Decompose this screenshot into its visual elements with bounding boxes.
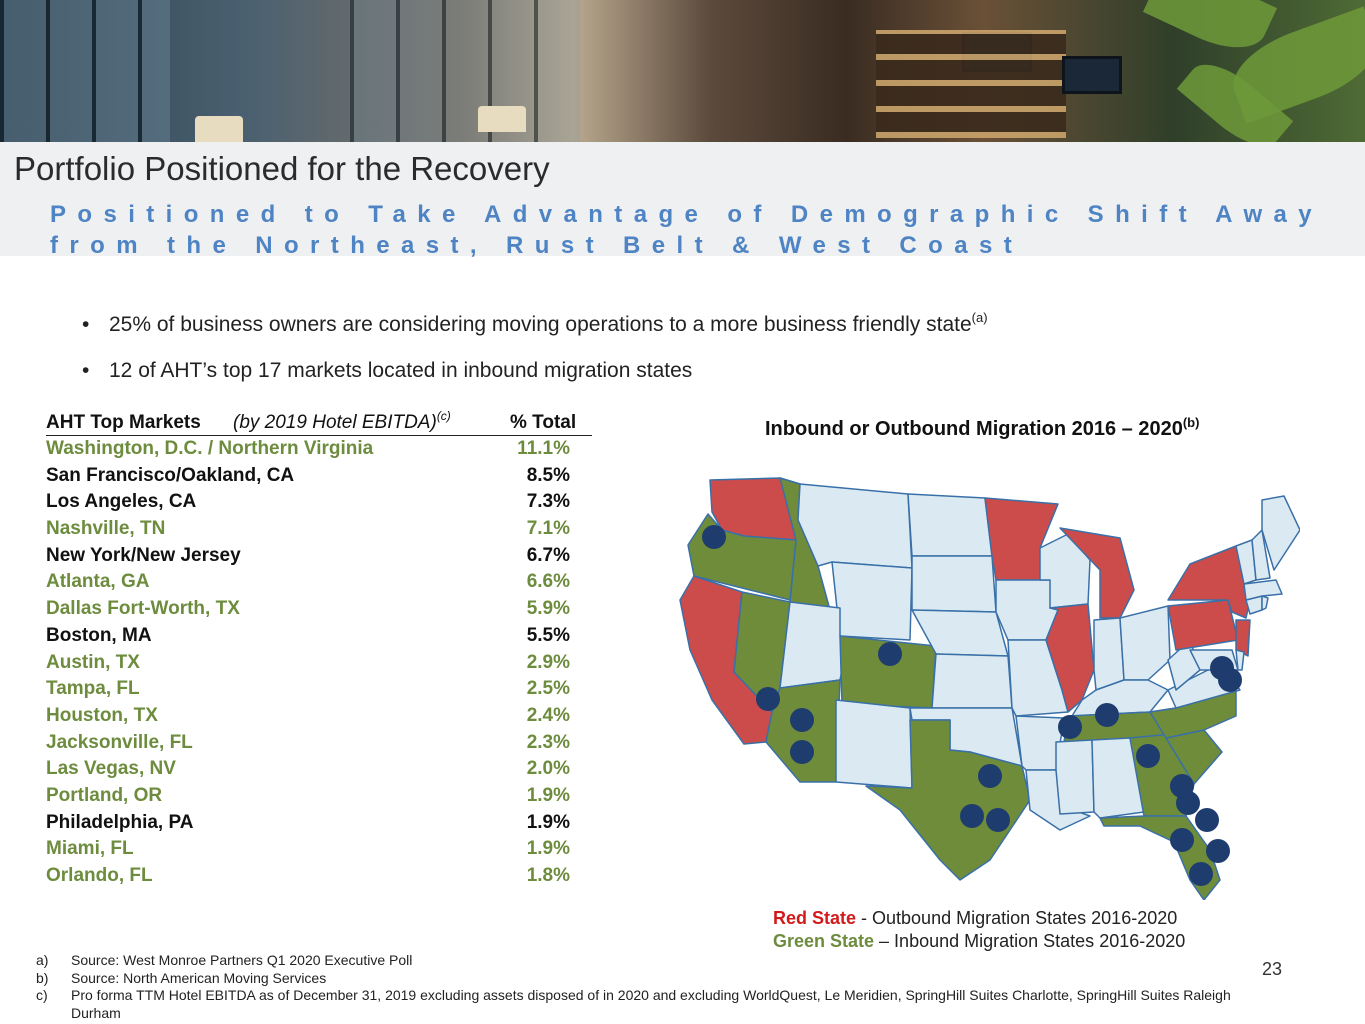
page-subtitle: Positioned to Take Advantage of Demographic Shift Away from the Northeast, Rust Belt & West Coast	[50, 201, 1324, 259]
bullet-text: 12 of AHT’s top 17 markets located in inbound migration states	[109, 359, 693, 382]
legend-inbound	[773, 930, 1185, 953]
table-row	[46, 489, 592, 516]
state-de	[1236, 650, 1244, 670]
table-row	[46, 516, 592, 543]
table-row	[46, 463, 592, 490]
hotel-market-marker	[756, 687, 780, 711]
header-markets-label: AHT Top Markets	[46, 412, 201, 433]
table-row	[46, 756, 592, 783]
header-footnote-ref: (c)	[436, 409, 451, 423]
hotel-market-marker	[790, 740, 814, 764]
table-row	[46, 783, 592, 810]
market-pct: 11.1%	[517, 438, 570, 459]
footnotes	[36, 952, 1271, 1022]
market-pct: 6.6%	[526, 571, 570, 593]
market-pct: 2.5%	[526, 678, 570, 700]
lamp-shade	[195, 116, 243, 142]
window-panes	[0, 0, 170, 142]
table-row	[46, 730, 592, 757]
hotel-market-marker	[1218, 668, 1242, 692]
hotel-market-marker	[702, 525, 726, 549]
market-name: New York/New Jersey	[46, 544, 241, 566]
hotel-market-marker	[1170, 828, 1194, 852]
hotel-market-marker	[978, 764, 1002, 788]
hotel-market-marker	[1058, 715, 1082, 739]
legend-outbound	[773, 907, 1185, 930]
table-row	[46, 676, 592, 703]
footnote: c) Pro forma TTM Hotel EBITDA as of December 31, 2019 excluding assets disposed of in 2020 and excluding WorldQuest, Le Meridien, SpringHill Suites Charlotte, SpringHill Suites Raleigh Durham	[36, 987, 1231, 1021]
state-ri	[1262, 596, 1268, 610]
market-pct: 2.9%	[526, 651, 570, 673]
table-row	[46, 863, 592, 890]
market-name: Dallas Fort-Worth, TX	[46, 598, 240, 620]
hotel-market-marker	[1206, 839, 1230, 863]
market-pct: 1.9%	[526, 784, 570, 806]
table-row	[46, 836, 592, 863]
market-name: Miami, FL	[46, 838, 134, 860]
header-banner-photo	[0, 0, 1365, 142]
lamp-shade	[478, 106, 526, 132]
table-row	[46, 650, 592, 677]
hotel-market-marker	[1195, 808, 1219, 832]
market-name: Philadelphia, PA	[46, 811, 194, 833]
page-title: Portfolio Positioned for the Recovery	[14, 150, 550, 187]
bullet-text: 25% of business owners are considering moving operations to a more business friendly state	[109, 313, 972, 336]
market-pct: 6.7%	[526, 544, 570, 566]
table-body	[46, 436, 592, 890]
hotel-market-marker	[986, 808, 1010, 832]
state-nd	[908, 494, 992, 556]
legend-red-text: - Outbound Migration States 2016-2020	[856, 908, 1178, 928]
map-legend	[773, 907, 1185, 953]
state-ia	[996, 580, 1058, 640]
table-row	[46, 623, 592, 650]
hotel-market-marker	[878, 642, 902, 666]
state-nm	[836, 700, 912, 788]
market-name: Nashville, TN	[46, 518, 166, 540]
market-name: Boston, MA	[46, 624, 152, 646]
market-pct: 5.9%	[526, 598, 570, 620]
market-name: Jacksonville, FL	[46, 731, 193, 753]
hotel-market-marker	[790, 708, 814, 732]
map-title: Inbound or Outbound Migration 2016 – 2020$^{(b)}$	[765, 415, 1200, 440]
state-mt	[798, 484, 912, 568]
hotel-market-marker	[1189, 862, 1213, 886]
table-row	[46, 596, 592, 623]
footnote: b) Source: North American Moving Services	[36, 969, 327, 986]
market-pct: 1.9%	[526, 811, 570, 833]
header-basis-label: (by 2019 Hotel EBITDA)$^{(c)}$	[233, 409, 451, 433]
market-pct: 2.4%	[526, 704, 570, 726]
bullet-footnote-ref: (a)	[971, 310, 988, 325]
market-name: Las Vegas, NV	[46, 758, 176, 780]
table-row	[46, 810, 592, 837]
bullet-list	[82, 310, 988, 405]
map-title-footnote-ref: (b)	[1182, 415, 1200, 430]
market-name: Los Angeles, CA	[46, 491, 197, 513]
hotel-market-marker	[960, 804, 984, 828]
legend-red-label: Red State	[773, 908, 857, 928]
window-panes	[350, 0, 580, 142]
hotel-market-marker	[1095, 703, 1119, 727]
bullet-dot: •	[82, 359, 90, 382]
market-name: Austin, TX	[46, 651, 140, 673]
legend-green-text: – Inbound Migration States 2016-2020	[874, 931, 1186, 951]
us-migration-map	[660, 460, 1300, 900]
market-pct: 1.8%	[526, 865, 570, 886]
state-pa	[1168, 600, 1238, 650]
table-row	[46, 569, 592, 596]
state-sd	[912, 556, 996, 612]
state-oh	[1120, 606, 1170, 680]
bar-shelves	[876, 30, 1066, 138]
footnote: a) Source: West Monroe Partners Q1 2020 Executive Poll	[36, 952, 413, 968]
legend-green-label: Green State	[773, 931, 875, 951]
bullet-item	[82, 310, 988, 359]
state-in	[1094, 618, 1124, 690]
state-ut	[780, 602, 848, 688]
bullet-item	[82, 359, 988, 405]
table-row	[46, 703, 592, 730]
market-pct: 7.1%	[526, 518, 570, 540]
market-name: Atlanta, GA	[46, 571, 150, 593]
state-wy	[832, 562, 912, 640]
state-me	[1262, 496, 1300, 570]
tv-screen	[1062, 56, 1122, 94]
bullet-dot: •	[82, 313, 90, 336]
table-row	[46, 436, 592, 463]
market-pct: 8.5%	[526, 464, 570, 486]
market-pct: 2.3%	[526, 731, 570, 753]
page-number: 23	[1262, 959, 1283, 979]
top-markets-table	[46, 409, 592, 890]
table-header	[46, 409, 592, 436]
market-pct: 7.3%	[526, 491, 570, 513]
market-name: Orlando, FL	[46, 865, 153, 886]
market-pct: 5.5%	[526, 624, 570, 646]
table-row	[46, 543, 592, 570]
state-ks	[932, 654, 1012, 708]
market-name: Houston, TX	[46, 704, 158, 726]
market-name: Tampa, FL	[46, 678, 140, 700]
market-name: Portland, OR	[46, 784, 163, 806]
hotel-market-marker	[1176, 791, 1200, 815]
header-pct-label: % Total	[510, 412, 577, 433]
market-pct: 2.0%	[526, 758, 570, 780]
state-ms	[1056, 740, 1094, 814]
market-name: San Francisco/Oakland, CA	[46, 464, 295, 486]
market-name: Washington, D.C. / Northern Virginia	[46, 438, 374, 459]
hotel-market-marker	[1136, 744, 1160, 768]
market-pct: 1.9%	[526, 838, 570, 860]
